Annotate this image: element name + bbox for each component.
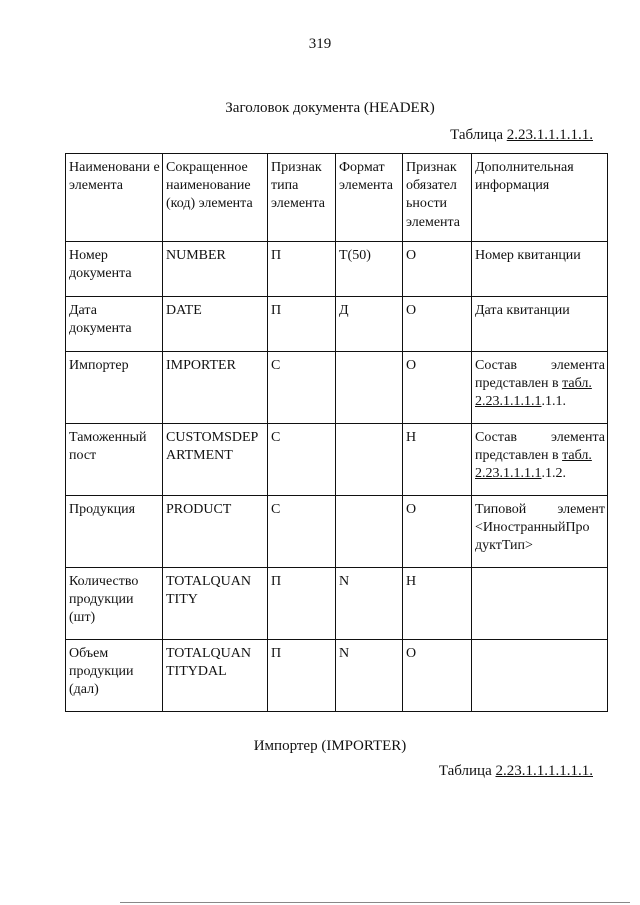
column-header-code: Сокращенное наименование (код) элемента xyxy=(163,154,268,242)
cell-type: П xyxy=(268,297,336,352)
cell-format: Д xyxy=(336,297,403,352)
table-row xyxy=(66,568,608,640)
table-row xyxy=(66,352,608,424)
info-line: представлен в табл. xyxy=(475,448,592,464)
info-line: Типовой элемент xyxy=(475,502,605,517)
column-header-required: Признак обязател ьности элемента xyxy=(403,154,472,242)
column-header-type: Признак типа элемента xyxy=(268,154,336,242)
table-header-row xyxy=(66,154,608,242)
cell-type: П xyxy=(268,568,336,640)
cell-code: DATE xyxy=(163,297,268,352)
table-link-number: 2.23.1.1.1.1 xyxy=(475,394,542,410)
cell-info xyxy=(472,496,608,568)
section-title: Заголовок документа (HEADER) xyxy=(225,100,435,116)
cell-code: TOTALQUAN TITY xyxy=(163,568,268,640)
info-line: Состав элемента xyxy=(475,430,605,445)
cell-name: Номер документа xyxy=(66,242,163,297)
cell-code: IMPORTER xyxy=(163,352,268,424)
cell-type: С xyxy=(268,496,336,568)
table-row xyxy=(66,424,608,496)
cell-name: Продукция xyxy=(66,496,163,568)
info-line-table-ref: 2.23.1.1.1.1.1.2. xyxy=(475,466,566,482)
cell-code: NUMBER xyxy=(163,242,268,297)
cell-type: С xyxy=(268,424,336,496)
cell-format xyxy=(336,352,403,424)
cell-info: Дата квитанции xyxy=(472,297,608,352)
cell-name: Импортер xyxy=(66,352,163,424)
cell-required: О xyxy=(403,352,472,424)
table-ref-number: 2.23.1.1.1.1.1.1. xyxy=(495,763,593,779)
column-header-info: Дополнительная информация xyxy=(472,154,608,242)
cell-required: О xyxy=(403,297,472,352)
cell-format: N xyxy=(336,568,403,640)
info-line-table-ref: 2.23.1.1.1.1.1.1. xyxy=(475,394,566,410)
cell-format: Т(50) xyxy=(336,242,403,297)
cell-format xyxy=(336,424,403,496)
info-line: <ИностранныйПро xyxy=(475,520,590,536)
table-ref-number: 2.23.1.1.1.1.1. xyxy=(506,127,593,143)
info-line: представлен в табл. xyxy=(475,376,592,392)
table-link-label: табл. xyxy=(562,448,592,464)
cell-name: Таможенный пост xyxy=(66,424,163,496)
cell-info xyxy=(472,640,608,712)
cell-info xyxy=(472,424,608,496)
table-link-number: 2.23.1.1.1.1 xyxy=(475,466,542,482)
cell-info: Номер квитанции xyxy=(472,242,608,297)
cell-format: N xyxy=(336,640,403,712)
cell-info xyxy=(472,352,608,424)
cell-name: Дата документа xyxy=(66,297,163,352)
cell-required: Н xyxy=(403,568,472,640)
table-link-label: табл. xyxy=(562,376,592,392)
cell-required: О xyxy=(403,496,472,568)
table-row xyxy=(66,242,608,297)
header-elements-table xyxy=(65,153,608,712)
scan-edge-line xyxy=(120,902,630,903)
cell-code: PRODUCT xyxy=(163,496,268,568)
table-ref-prefix: Таблица xyxy=(438,763,496,779)
cell-type: П xyxy=(268,640,336,712)
cell-type: П xyxy=(268,242,336,297)
info-line: Состав элемента xyxy=(475,358,605,373)
cell-required: О xyxy=(403,242,472,297)
cell-info xyxy=(472,568,608,640)
cell-name: Количество продукции (шт) xyxy=(66,568,163,640)
info-line: дуктТип> xyxy=(475,538,533,554)
cell-code: TOTALQUAN TITYDAL xyxy=(163,640,268,712)
table-row xyxy=(66,640,608,712)
column-header-name: Наименовани е элемента xyxy=(66,154,163,242)
section-title: Импортер (IMPORTER) xyxy=(253,738,407,754)
table-row xyxy=(66,496,608,568)
table-row xyxy=(66,297,608,352)
table-reference xyxy=(450,127,593,144)
cell-required: Н xyxy=(403,424,472,496)
table-reference xyxy=(439,763,593,780)
page-number: 319 xyxy=(308,36,332,52)
cell-required: О xyxy=(403,640,472,712)
table-ref-prefix: Таблица xyxy=(450,127,507,143)
cell-code: CUSTOMSDEP ARTMENT xyxy=(163,424,268,496)
cell-format xyxy=(336,496,403,568)
cell-name: Объем продукции (дал) xyxy=(66,640,163,712)
cell-type: С xyxy=(268,352,336,424)
column-header-format: Формат элемента xyxy=(336,154,403,242)
